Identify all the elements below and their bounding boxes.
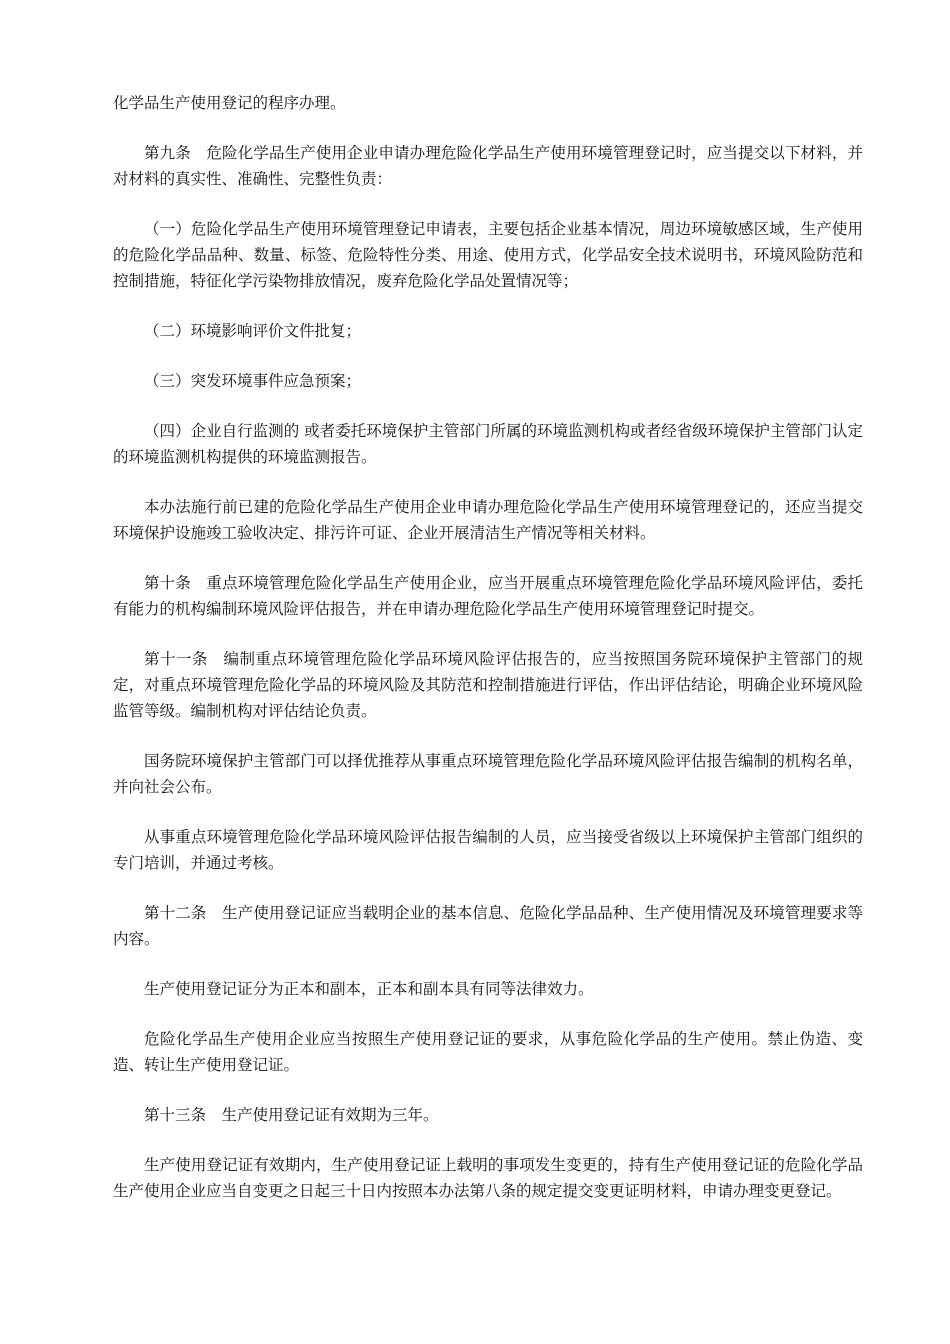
paragraph (113, 1026, 863, 1078)
paragraph-text: 危险化学品生产使用企业应当按照生产使用登记证的要求，从事危险化学品的生产使用。禁止伪造、变造、转让生产使用登记证。 (113, 1030, 863, 1074)
paragraph (113, 418, 863, 470)
paragraph-text: 本办法施行前已建的危险化学品生产使用企业申请办理危险化学品生产使用环境管理登记的，还应当提交环境保护设施竣工验收决定、排污许可证、企业开展清洁生产情况等相关材料。 (113, 498, 863, 542)
paragraph-text: 国务院环境保护主管部门可以择优推荐从事重点环境管理危险化学品环境风险评估报告编制的机构名单，并向社会公布。 (113, 752, 863, 796)
paragraph (113, 976, 863, 1002)
paragraph (113, 216, 863, 294)
paragraph (113, 824, 863, 876)
paragraph-text: 生产使用登记证有效期内，生产使用登记证上载明的事项发生变更的，持有生产使用登记证的危险化学品生产使用企业应当自变更之日起三十日内按照本办法第八条的规定提交变更证明材料，申请办理变更登记。 (113, 1156, 863, 1200)
paragraph (113, 494, 863, 546)
paragraph-text: 危险化学品生产使用企业申请办理危险化学品生产使用环境管理登记时，应当提交以下材料，并对材料的真实性、准确性、完整性负责： (113, 144, 863, 188)
paragraph-text: 重点环境管理危险化学品生产使用企业，应当开展重点环境管理危险化学品环境风险评估，委托有能力的机构编制环境风险评估报告，并在申请办理危险化学品生产使用环境管理登记时提交。 (113, 574, 863, 618)
paragraph-text: （三）突发环境事件应急预案； (144, 372, 362, 390)
paragraph (113, 1152, 863, 1204)
paragraph-text: （四）企业自行监测的 或者委托环境保护主管部门所属的环境监测机构或者经省级环境保护主管部门认定的环境监测机构提供的环境监测报告。 (113, 422, 863, 466)
paragraph (113, 368, 863, 394)
paragraph-text: 生产使用登记证分为正本和副本，正本和副本具有同等法律效力。 (144, 980, 594, 998)
article-paragraph (113, 140, 863, 192)
paragraph (113, 748, 863, 800)
article-paragraph (113, 1102, 863, 1128)
article-paragraph (113, 900, 863, 952)
paragraph-text: 生产使用登记证有效期为三年。 (221, 1106, 439, 1124)
paragraph-text: 从事重点环境管理危险化学品环境风险评估报告编制的人员，应当接受省级以上环境保护主管部门组织的专门培训，并通过考核。 (113, 828, 863, 872)
paragraph-text: 生产使用登记证应当载明企业的基本信息、危险化学品品种、生产使用情况及环境管理要求等内容。 (113, 904, 863, 948)
article-number: 第十一条 (144, 650, 208, 668)
article-number: 第十三条 (144, 1106, 207, 1124)
paragraph-text: （二）环境影响评价文件批复； (144, 322, 362, 340)
paragraph-text: 编制重点环境管理危险化学品环境风险评估报告的，应当按照国务院环境保护主管部门的规定，对重点环境管理危险化学品的环境风险及其防范和控制措施进行评估，作出评估结论，明确企业环境风险监管等级。编制机构对评估结论负责。 (113, 650, 863, 720)
paragraph (113, 90, 863, 116)
paragraph-text: 化学品生产使用登记的程序办理。 (113, 94, 346, 112)
paragraph-text: （一）危险化学品生产使用环境管理登记申请表，主要包括企业基本情况，周边环境敏感区域，生产使用的危险化学品品种、数量、标签、危险特性分类、用途、使用方式，化学品安全技术说明书，环境风险防范和控制措施，特征化学污染物排放情况，废弃危险化学品处置情况等； (113, 220, 863, 290)
article-number: 第十条 (144, 574, 191, 592)
article-number: 第九条 (144, 144, 191, 162)
article-paragraph (113, 646, 863, 724)
article-number: 第十二条 (144, 904, 207, 922)
article-paragraph (113, 570, 863, 622)
paragraph (113, 318, 863, 344)
document-page (113, 90, 863, 1228)
